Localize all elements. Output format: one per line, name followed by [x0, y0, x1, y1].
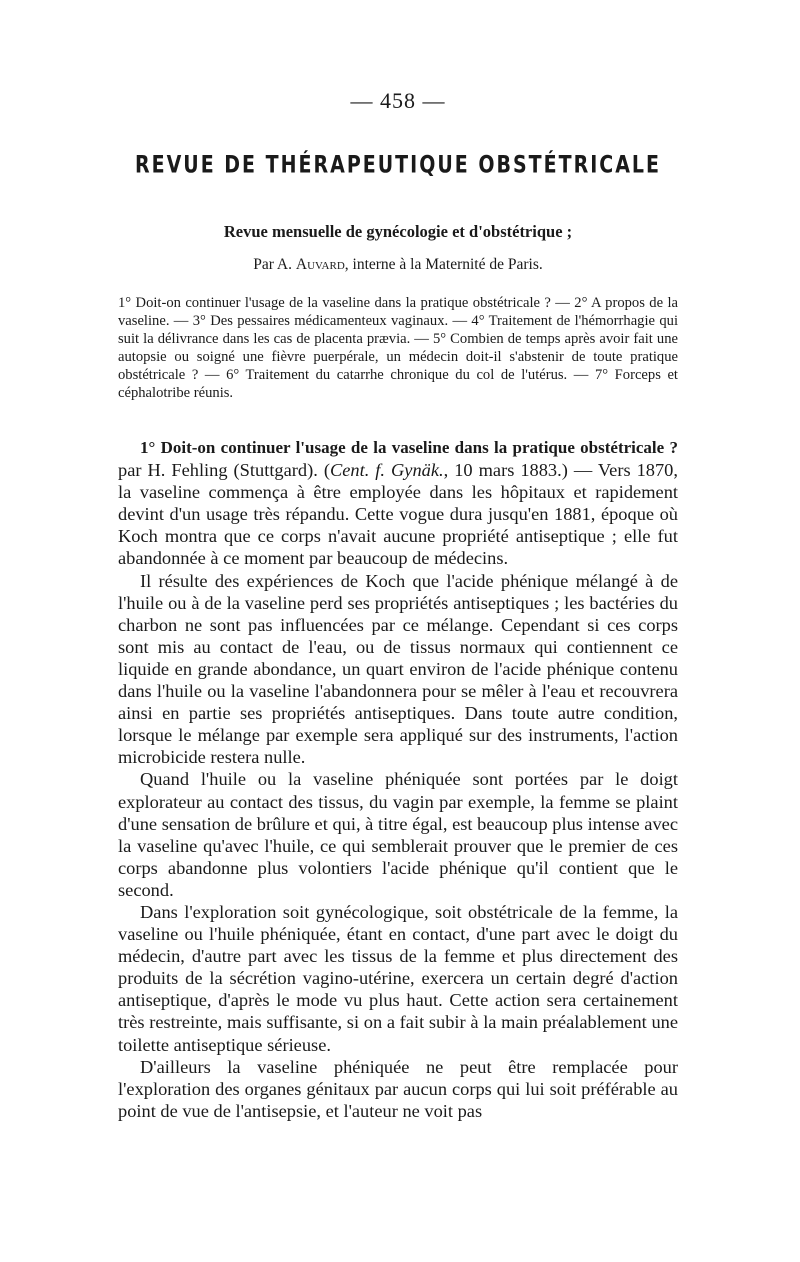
page: [118, 88, 678, 1122]
paragraph: Dans l'exploration soit gynécologique, soit obstétricale de la femme, la vaseline ou l'huile phéniquée, étant en contact, d'une part avec le doigt du médecin, d'autre part avec les tissus de la femme et plus directement des produits de la sécrétion vagino-utérine, exercera un certain degré d'action antiseptique, d'après le mode vu plus haut. Cette action sera certainement très restreinte, mais suffisante, si on a fait subir à la main préalablement une toilette antiseptique sérieuse.: [118, 901, 678, 1055]
paragraph: Quand l'huile ou la vaseline phéniquée sont portées par le doigt explorateur au contact des tissus, du vagin par exemple, la femme se plaint d'une sensation de brûlure et qui, à titre égal, est beaucoup plus intense avec la vaseline qu'avec l'huile, ce qui semblerait prouver que le premier de ces corps abandonne plus volontiers l'acide phénique qu'il contient que le second.: [118, 769, 678, 900]
journal-title: REVUE DE THÉRAPEUTIQUE OBSTÉTRICALE: [134, 151, 662, 179]
section-text: , 10 mars 1883.) — Vers 1870, la vaseline commença à être employée dans les hôpitaux et rapidement devint d'un usage très répandu. Cette vogue dura jusqu'en 1881, époque où Koch montra que ce corps n'avait aucune propriété antiseptique ; elle fut abandonnée à ce moment par beaucoup de médecins.: [118, 460, 678, 569]
paragraph: Il résulte des expériences de Koch que l'acide phénique mélangé à de l'huile ou à de la vaseline perd ses propriétés antiseptiques ; les bactéries du charbon ne sont pas influencées par ce mélange. Cependant si ces corps sont mis au contact de l'eau, ou de tissus normaux qui contiennent ce liquide en grande abondance, un quart environ de l'acide phénique contenu dans l'huile ou la vaseline l'abandonnera pour se mêler à l'eau et recouvrera ainsi en partie ses propriétés antiseptiques. Dans toute autre condition, lorsque le mélange par exemple sera appliqué sur des instruments, l'action microbicide restera nulle.: [118, 570, 678, 768]
table-of-contents-summary: 1° Doit-on continuer l'usage de la vaseline dans la pratique obstétricale ? — 2° A propos de la vaseline. — 3° Des pessaires médicamenteux vaginaux. — 4° Traitement de l'hémorrhagie qui suit la délivrance dans les cas de placenta prævia. — 5° Combien de temps après avoir fait une autopsie ou soigné une fièvre puerpérale, un médecin doit-il s'abstenir de toute pratique obstétricale ? — 6° Traitement du catarrhe chronique du col de l'utérus. — 7° Forceps et céphalotribe réunis.: [118, 295, 678, 401]
byline-author: Auvard: [295, 256, 345, 273]
section-author: par H. Fehling (Stuttgard). (: [118, 460, 330, 481]
section-heading: 1° Doit-on continuer l'usage de la vaseline dans la pratique obstétricale ?: [140, 438, 678, 457]
article-body: [118, 436, 678, 1122]
byline-suffix: , interne à la Maternité de Paris.: [344, 256, 543, 273]
byline: [118, 256, 678, 274]
paragraph: D'ailleurs la vaseline phéniquée ne peut être remplacée pour l'exploration des organes génitaux par aucun corps qui lui soit préférable au point de vue de l'antisepsie, et l'auteur ne voit pas: [118, 1056, 678, 1121]
byline-prefix: Par A.: [253, 256, 296, 273]
page-number: — 458 —: [350, 88, 446, 113]
section-citation: Cent. f. Gynäk.: [329, 460, 444, 481]
subtitle: Revue mensuelle de gynécologie et d'obstétrique ;: [223, 222, 573, 241]
section-lead-paragraph: [118, 436, 678, 570]
